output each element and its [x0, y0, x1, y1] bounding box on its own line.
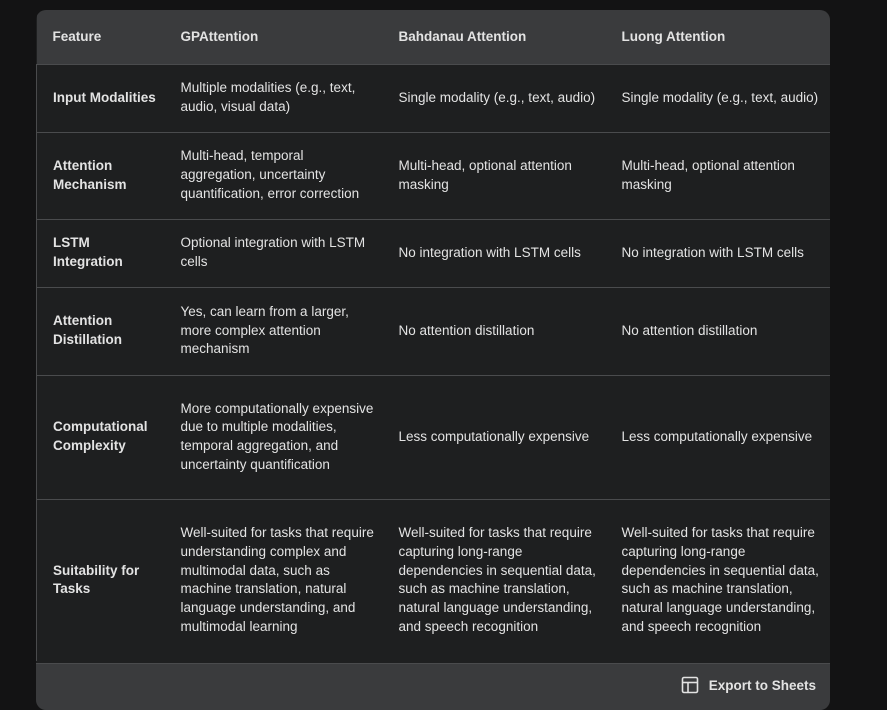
- feature-cell: Attention Mechanism: [37, 132, 165, 219]
- feature-cell: Input Modalities: [37, 64, 165, 132]
- bahdanau-cell: Single modality (e.g., text, audio): [383, 64, 606, 132]
- luong-cell: Well-suited for tasks that require capturing long-range dependencies in sequential data, such as machine translation, natural language understanding, and speech recognition: [606, 499, 831, 661]
- comparison-table: [36, 10, 830, 661]
- luong-cell: Single modality (e.g., text, audio): [606, 64, 831, 132]
- comparison-table-card: [36, 10, 830, 710]
- table-row: [37, 64, 831, 132]
- export-to-sheets-button[interactable]: [681, 673, 816, 697]
- luong-cell: Multi-head, optional attention masking: [606, 132, 831, 219]
- gpattention-cell: More computationally expensive due to multiple modalities, temporal aggregation, and uncertainty quantification: [165, 375, 383, 499]
- gpattention-cell: Multiple modalities (e.g., text, audio, visual data): [165, 64, 383, 132]
- header-gpattention: GPAttention: [180, 29, 259, 45]
- bahdanau-cell: Less computationally expensive: [383, 375, 606, 499]
- table-row: [37, 499, 831, 661]
- feature-cell: Suitability for Tasks: [37, 499, 165, 661]
- table-row: [37, 132, 831, 219]
- table-row: [37, 287, 831, 375]
- gpattention-cell: Yes, can learn from a larger, more complex attention mechanism: [165, 287, 383, 375]
- table-header-row: [37, 10, 831, 64]
- export-label: Export to Sheets: [708, 677, 816, 693]
- bahdanau-cell: Well-suited for tasks that require capturing long-range dependencies in sequential data, such as machine translation, natural language understanding, and speech recognition: [383, 499, 606, 661]
- luong-cell: Less computationally expensive: [606, 375, 831, 499]
- bahdanau-cell: No attention distillation: [383, 287, 606, 375]
- header-bahdanau: Bahdanau Attention: [398, 29, 527, 45]
- luong-cell: No attention distillation: [606, 287, 831, 375]
- gpattention-cell: Well-suited for tasks that require understanding complex and multimodal data, such as machine translation, natural language understanding, and multimodal learning: [165, 499, 383, 661]
- table-footer: [36, 663, 830, 710]
- table-icon: [681, 676, 699, 694]
- feature-cell: LSTM Integration: [37, 219, 165, 287]
- gpattention-cell: Multi-head, temporal aggregation, uncertainty quantification, error correction: [165, 132, 383, 219]
- luong-cell: No integration with LSTM cells: [606, 219, 831, 287]
- table-row: [37, 219, 831, 287]
- feature-cell: Computational Complexity: [37, 375, 165, 499]
- bahdanau-cell: Multi-head, optional attention masking: [383, 132, 606, 219]
- feature-cell: Attention Distillation: [37, 287, 165, 375]
- header-luong: Luong Attention: [621, 29, 726, 45]
- header-feature: Feature: [52, 29, 102, 45]
- bahdanau-cell: No integration with LSTM cells: [383, 219, 606, 287]
- table-row: [37, 375, 831, 499]
- gpattention-cell: Optional integration with LSTM cells: [165, 219, 383, 287]
